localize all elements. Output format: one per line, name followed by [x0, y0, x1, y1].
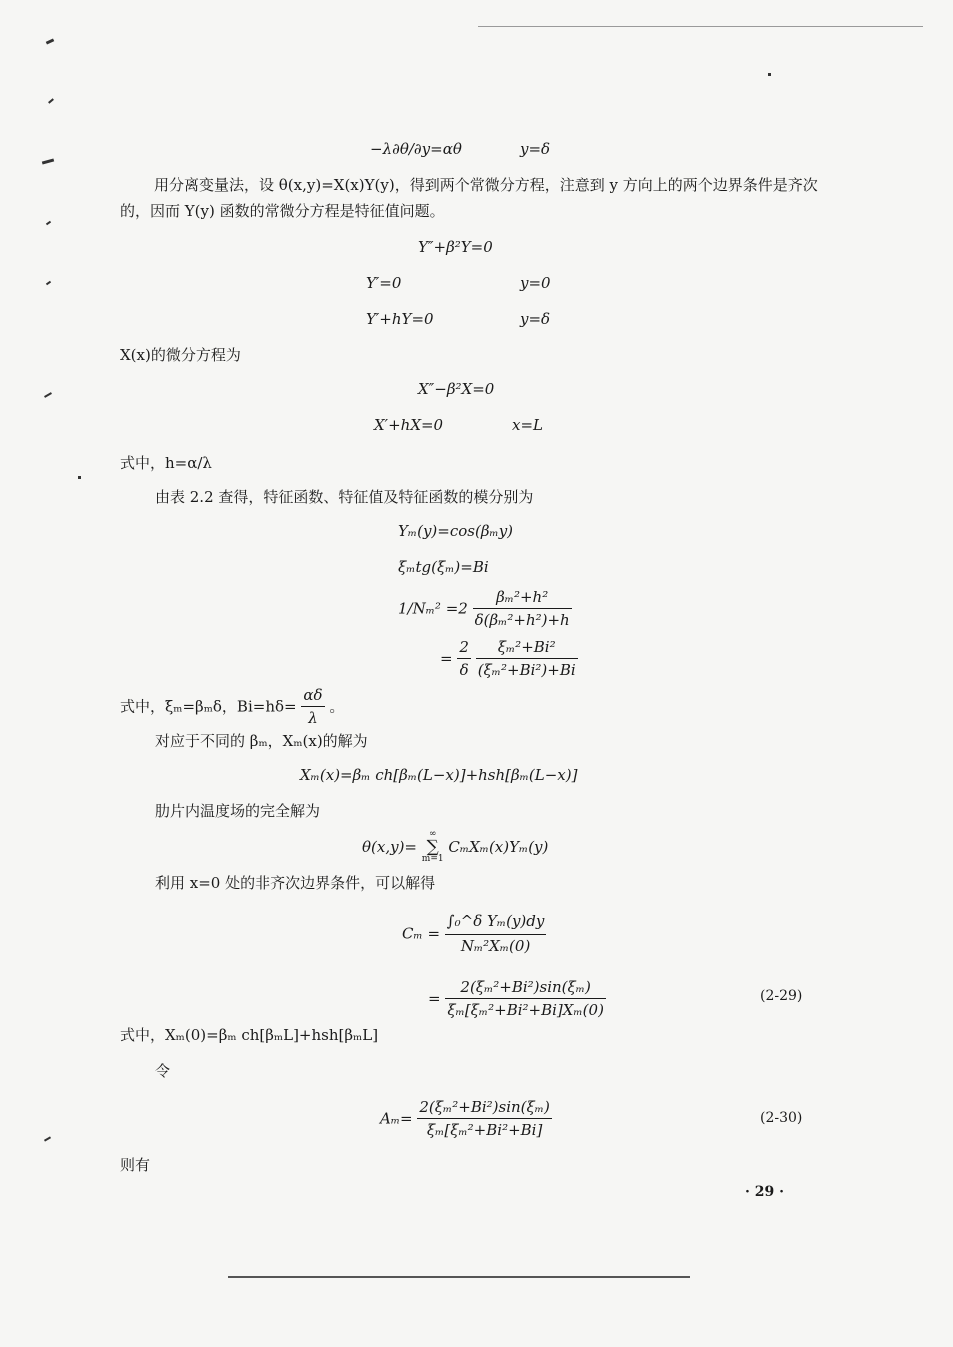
header-rule: [478, 26, 923, 27]
sum-lower: m=1: [421, 854, 444, 864]
cm2-lhs: =: [428, 989, 441, 1008]
then-phrase: 则有: [120, 1156, 151, 1174]
equation-x-bc-condition: x=L: [512, 416, 543, 434]
paragraph-table-lookup: 由表 2.2 查得，特征函数、特征值及特征函数的模分别为: [155, 488, 534, 506]
norm-fraction: [473, 586, 572, 631]
scan-mark: [48, 98, 54, 103]
norm-numerator: βₘ²+h²: [496, 588, 549, 606]
scan-mark: [46, 38, 55, 44]
equation-y-bc2: Y′+hY=0: [366, 310, 434, 328]
cm-numerator: ∫₀^δ Yₘ(y)dy: [446, 912, 545, 930]
equation-x-ode: X″−β²X=0: [418, 380, 495, 398]
equation-boundary-top-condition: y=δ: [520, 140, 551, 158]
am-numerator: 2(ξₘ²+Bi²)sin(ξₘ): [419, 1098, 550, 1116]
scan-mark: [768, 73, 771, 76]
equation-cm: [402, 910, 546, 957]
norm-lhs: 1/Nₘ² =2: [398, 599, 468, 618]
equation-boundary-top: −λ∂θ/∂y=αθ: [370, 140, 462, 158]
equation-norm-2: [440, 636, 578, 681]
norm2-denominator-a: δ: [457, 658, 471, 681]
cm2-denominator: ξₘ[ξₘ²+Bi²+Bi]Xₘ(0): [445, 998, 606, 1021]
page-number: · 29 ·: [745, 1184, 784, 1200]
equation-number-2-29: (2-29): [760, 988, 803, 1004]
equation-y-bc1: Y′=0: [366, 274, 402, 292]
let-word: 令: [155, 1062, 171, 1080]
paragraph-solution-x: 对应于不同的 βₘ，Xₘ(x)的解为: [155, 732, 368, 750]
am-lhs: Aₘ=: [380, 1109, 413, 1128]
norm2-fraction-a: [457, 636, 471, 681]
norm2-fraction-b: [476, 636, 578, 681]
norm-denominator: δ(βₘ²+h²)+h: [473, 608, 572, 631]
where-xi-text: 式中，ξₘ=βₘδ，Bi=hδ=: [120, 697, 297, 716]
cm-denominator: Nₘ²Xₘ(0): [445, 934, 547, 957]
scan-mark: [42, 158, 54, 164]
equation-eigenfunction: Yₘ(y)=cos(βₘy): [398, 522, 514, 540]
equation-cm-2: [428, 976, 606, 1021]
theta-lhs: θ(x,y)=: [362, 838, 418, 856]
equation-x-bc: X′+hX=0: [374, 416, 444, 434]
scan-mark: [78, 476, 81, 479]
equation-number-2-30: (2-30): [760, 1110, 803, 1126]
equation-xm: Xₘ(x)=βₘ ch[βₘ(L−x)]+hsh[βₘ(L−x)]: [300, 766, 578, 784]
scan-mark: [44, 1136, 51, 1141]
equation-theta: [362, 830, 548, 864]
equation-y-bc1-condition: y=0: [520, 274, 551, 292]
equation-y-bc2-condition: y=δ: [520, 310, 551, 328]
where-xm0: 式中，Xₘ(0)=βₘ ch[βₘL]+hsh[βₘL]: [120, 1026, 379, 1044]
where-h: 式中，h=α/λ: [120, 454, 212, 472]
where-xi-denominator: λ: [301, 706, 324, 729]
norm2-numerator-a: 2: [459, 638, 469, 656]
norm2-denominator-b: (ξₘ²+Bi²)+Bi: [476, 658, 578, 681]
norm2-lhs: =: [440, 649, 453, 668]
equation-am: [380, 1096, 552, 1141]
equation-norm: [398, 586, 572, 631]
scan-mark: [44, 392, 52, 398]
where-xi-end: 。: [329, 697, 345, 716]
footer-rule: [228, 1276, 690, 1278]
equation-eigenvalue: ξₘtg(ξₘ)=Bi: [398, 558, 489, 576]
scan-mark: [46, 281, 51, 286]
sum-symbol: ∑: [426, 837, 439, 857]
full-solution-text: 肋片内温度场的完全解为: [155, 802, 321, 820]
where-xi-numerator: αδ: [303, 686, 323, 704]
cm-lhs: Cₘ =: [402, 924, 441, 943]
theta-rhs: CₘXₘ(x)Yₘ(y): [448, 838, 549, 856]
norm2-numerator-b: ξₘ²+Bi²: [497, 638, 556, 656]
label-x-equation: X(x)的微分方程为: [120, 346, 241, 364]
scan-mark: [46, 221, 51, 226]
paragraph-separation: 用分离变量法，设 θ(x,y)=X(x)Y(y)，得到两个常微分方程，注意到 y 方向上的两个边界条件是齐次的，因而 Y(y) 函数的常微分方程是特征值问题。: [120, 176, 818, 220]
equation-y-ode: Y″+β²Y=0: [418, 238, 493, 256]
cm2-numerator: 2(ξₘ²+Bi²)sin(ξₘ): [460, 978, 591, 996]
paragraph-use-boundary: 利用 x=0 处的非齐次边界条件，可以解得: [155, 874, 436, 892]
where-xi: [120, 684, 344, 729]
theta-sum: [422, 830, 444, 864]
sum-upper: ∞: [428, 829, 437, 839]
am-fraction: [417, 1096, 551, 1141]
where-xi-fraction: [301, 684, 324, 729]
am-denominator: ξₘ[ξₘ²+Bi²+Bi]: [417, 1118, 551, 1141]
paragraph-full-solution: [155, 800, 320, 822]
cm2-fraction: [445, 976, 606, 1021]
cm-fraction: [445, 910, 547, 957]
